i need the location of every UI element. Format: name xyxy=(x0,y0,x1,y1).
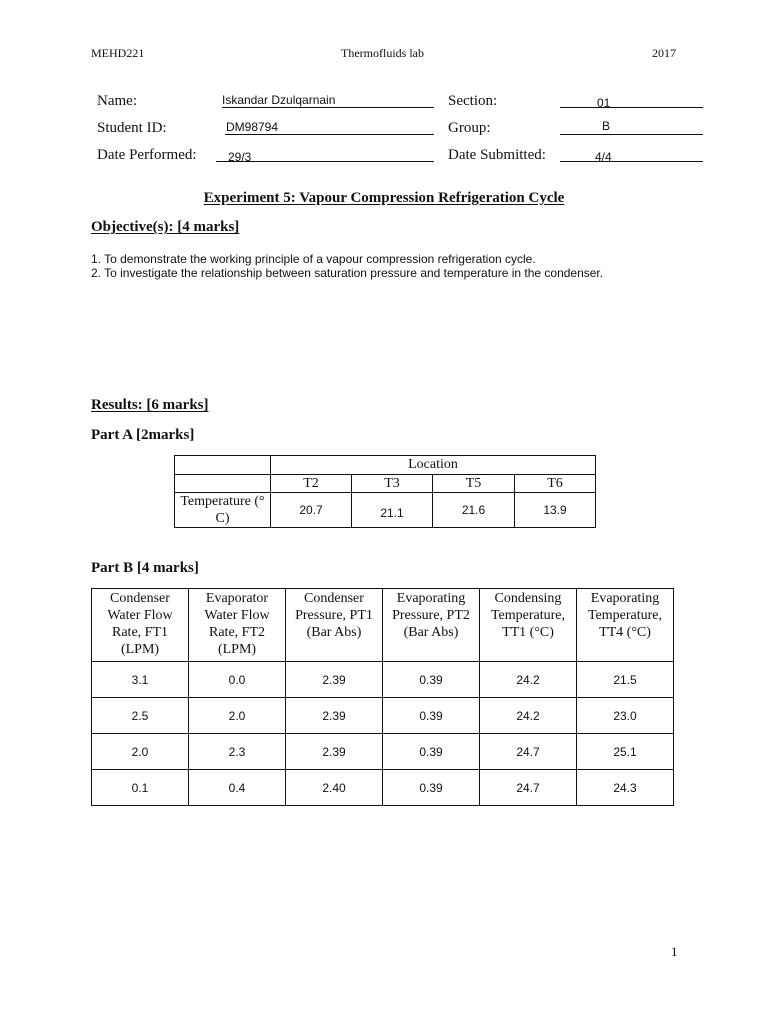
table-cell: 24.2 xyxy=(480,698,577,734)
results-heading: Results: [6 marks] xyxy=(91,397,209,413)
table-cell: 2.5 xyxy=(92,698,189,734)
date-submitted-label: Date Submitted: xyxy=(448,147,546,163)
table-cell: 0.39 xyxy=(383,734,480,770)
part-b-col-header: Evaporating Pressure, PT2 (Bar Abs) xyxy=(383,589,480,662)
table-cell: 0.0 xyxy=(189,662,286,698)
part-a-blank-cell xyxy=(175,475,271,493)
table-cell: 3.1 xyxy=(92,662,189,698)
part-a-col-header: T6 xyxy=(515,475,596,493)
objective-item: 2. To investigate the relationship between saturation pressure and temperature in the condenser. xyxy=(91,266,604,280)
table-cell: 24.7 xyxy=(480,734,577,770)
header-year: 2017 xyxy=(652,46,676,60)
part-a-col-header: T3 xyxy=(352,475,433,493)
table-cell: 0.39 xyxy=(383,662,480,698)
name-label: Name: xyxy=(97,93,137,109)
student-id-value: DM98794 xyxy=(226,120,279,134)
objective-item: 1. To demonstrate the working principle of a vapour compression refrigeration cycle. xyxy=(91,252,536,266)
group-line xyxy=(560,134,703,135)
part-b-col-header: Evaporating Temperature, TT4 (°C) xyxy=(577,589,674,662)
part-a-col-header: T5 xyxy=(433,475,515,493)
page-number: 1 xyxy=(671,944,678,959)
student-id-line xyxy=(225,134,434,135)
part-a-row-label: Temperature (° C) xyxy=(175,493,271,528)
date-performed-value: 29/3 xyxy=(228,150,252,164)
table-cell: 25.1 xyxy=(577,734,674,770)
table-row xyxy=(92,734,674,770)
part-a-value: 13.9 xyxy=(515,493,596,528)
part-b-col-header: Evaporator Water Flow Rate, FT2 (LPM) xyxy=(189,589,286,662)
part-a-heading: Part A [2marks] xyxy=(91,427,195,443)
table-cell: 0.39 xyxy=(383,698,480,734)
part-a-value: 20.7 xyxy=(271,493,352,528)
table-cell: 2.39 xyxy=(286,698,383,734)
name-line xyxy=(222,107,434,108)
part-b-col-header: Condenser Pressure, PT1 (Bar Abs) xyxy=(286,589,383,662)
part-a-col-header: T2 xyxy=(271,475,352,493)
table-cell: 24.3 xyxy=(577,770,674,806)
table-row xyxy=(92,770,674,806)
table-row xyxy=(92,662,674,698)
objectives-list xyxy=(91,252,671,280)
name-value: Iskandar Dzulqarnain xyxy=(222,93,336,107)
part-b-col-header: Condensing Temperature, TT1 (°C) xyxy=(480,589,577,662)
table-cell: 0.1 xyxy=(92,770,189,806)
group-label: Group: xyxy=(448,120,491,136)
course-name: Thermofluids lab xyxy=(341,46,424,60)
experiment-title: Experiment 5: Vapour Compression Refrigeration Cycle xyxy=(203,190,565,206)
part-b-col-header: Condenser Water Flow Rate, FT1 (LPM) xyxy=(92,589,189,662)
section-line xyxy=(560,107,703,108)
table-cell: 2.0 xyxy=(92,734,189,770)
table-cell: 2.39 xyxy=(286,734,383,770)
date-submitted-line xyxy=(560,161,703,162)
section-label: Section: xyxy=(448,93,498,109)
part-a-location-header: Location xyxy=(271,456,596,475)
table-cell: 24.2 xyxy=(480,662,577,698)
section-value: 01 xyxy=(597,96,611,110)
date-submitted-value: 4/4 xyxy=(595,150,612,164)
group-value: B xyxy=(602,119,611,133)
table-cell: 24.7 xyxy=(480,770,577,806)
table-cell: 2.39 xyxy=(286,662,383,698)
student-id-label: Student ID: xyxy=(97,120,167,136)
table-cell: 21.5 xyxy=(577,662,674,698)
table-cell: 2.0 xyxy=(189,698,286,734)
table-cell: 2.40 xyxy=(286,770,383,806)
table-cell: 0.4 xyxy=(189,770,286,806)
objectives-heading: Objective(s): [4 marks] xyxy=(91,219,240,235)
table-cell: 2.3 xyxy=(189,734,286,770)
part-a-value: 21.6 xyxy=(433,493,515,528)
part-a-table xyxy=(174,455,596,528)
table-cell: 0.39 xyxy=(383,770,480,806)
part-a-value: 21.1 xyxy=(352,493,433,528)
date-performed-label: Date Performed: xyxy=(97,147,197,163)
part-b-heading: Part B [4 marks] xyxy=(91,560,199,576)
table-row xyxy=(92,698,674,734)
part-a-blank-cell xyxy=(175,456,271,475)
course-code: MEHD221 xyxy=(91,46,145,60)
table-cell: 23.0 xyxy=(577,698,674,734)
part-b-table xyxy=(91,588,674,806)
